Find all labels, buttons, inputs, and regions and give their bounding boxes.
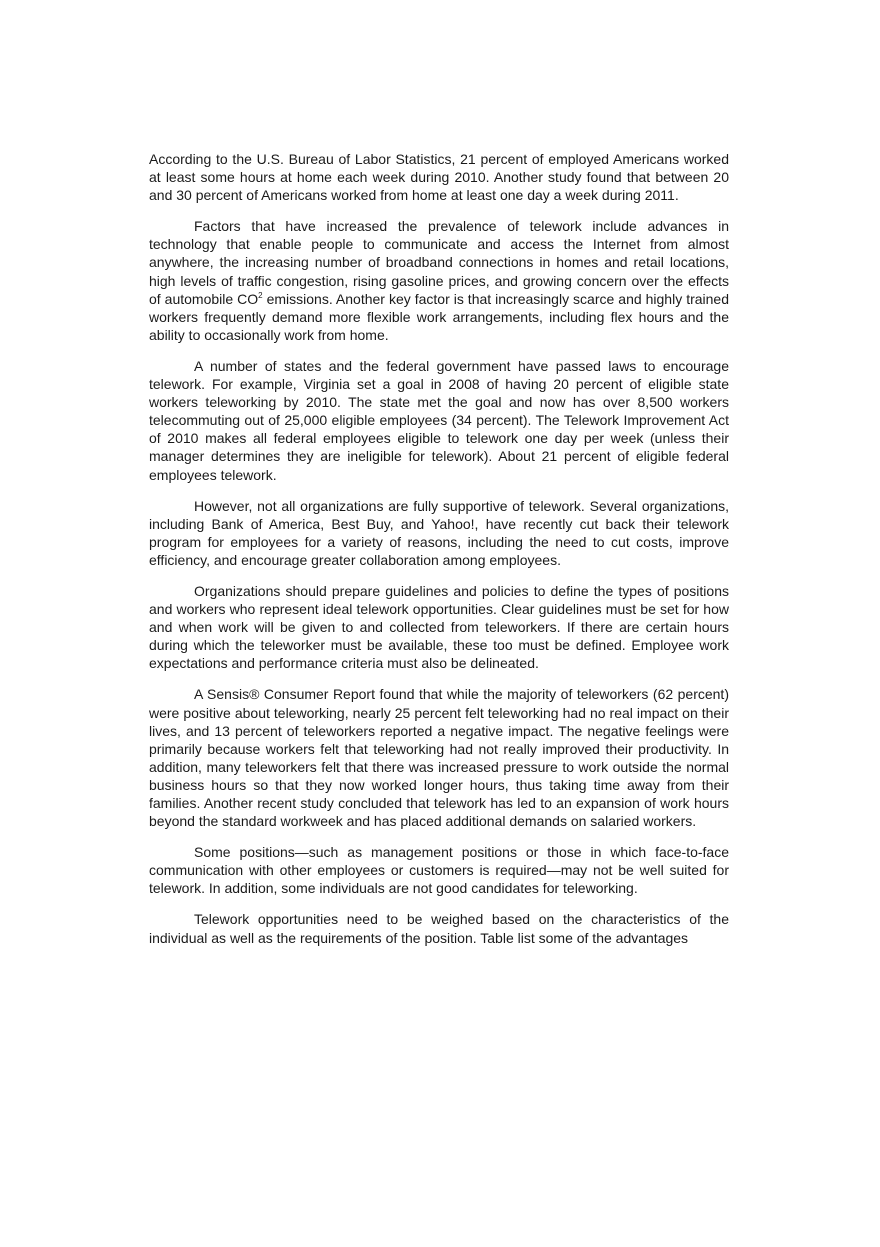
paragraph-guidelines-policies: Organizations should prepare guidelines and policies to define the types of positions and workers who represent ideal telework opportunities. Clear guidelines must be set for how and when work will be given to and collected from teleworkers. If there are certain hours during which the teleworker must be available, these too must be defined. Employee work expectations and performance criteria must also be delineated. [149, 582, 729, 672]
paragraph-positions-suitability: Some positions—such as management positions or those in which face-to-face communication with other employees or customers is required—may not be well suited for telework. In addition, some individuals are not good candidates for teleworking. [149, 844, 729, 897]
body-text-column [149, 150, 729, 960]
paragraph-telework-factors-part-1: Factors that have increased the prevalence of telework include advances in technology that enable people to communicate and access the Internet from almost anywhere, the increasing number of broadband connections in homes and retail locations, high levels of traffic congestion, rising gasoline prices, and growing concern over the effects of automobile CO [149, 218, 729, 307]
co2-subscript-number: 2 [258, 290, 263, 300]
paragraph-telework-factors [149, 217, 729, 344]
paragraph-telework-laws: A number of states and the federal government have passed laws to encourage telework. For example, Virginia set a goal in 2008 of having 20 percent of eligible state workers teleworking by 2010. The state met the goal and now has over 8,500 workers telecommuting out of 25,000 eligible employees (34 percent). The Telework Improvement Act of 2010 makes all federal employees eligible to telework one day per week (unless their manager determines they are ineligible for telework). About 21 percent of eligible federal employees telework. [149, 357, 729, 483]
paragraph-telework-factors-part-2: emissions. Another key factor is that increasingly scarce and highly trained workers frequently demand more flexible work arrangements, including flex hours and the ability to occasionally work from home. [149, 290, 729, 343]
paragraph-sensis-report: A Sensis® Consumer Report found that while the majority of teleworkers (62 percent) were positive about teleworking, nearly 25 percent felt teleworking had no real impact on their lives, and 13 percent of teleworkers reported a negative impact. The negative feelings were primarily because workers felt that teleworking had not really improved their productivity. In addition, many teleworkers felt that there was increased pressure to work outside the normal business hours so that they now worked longer hours, thus taking time away from their families. Another recent study concluded that telework has led to an expansion of work hours beyond the standard workweek and has placed additional demands on salaried workers. [149, 686, 729, 830]
paragraph-telework-opportunities: Telework opportunities need to be weighed based on the characteristics of the individual as well as the requirements of the position. Table list some of the advantages [149, 911, 729, 946]
paragraph-organizations-support: However, not all organizations are fully supportive of telework. Several organizations, including Bank of America, Best Buy, and Yahoo!, have recently cut back their telework program for employees for a variety of reasons, including the need to cut costs, improve efficiency, and encourage greater collaboration among employees. [149, 497, 729, 568]
paragraph-labor-statistics: According to the U.S. Bureau of Labor Statistics, 21 percent of employed Americans worked at least some hours at home each week during 2010. Another study found that between 20 and 30 percent of Americans worked from home at least one day a week during 2011. [149, 151, 729, 204]
